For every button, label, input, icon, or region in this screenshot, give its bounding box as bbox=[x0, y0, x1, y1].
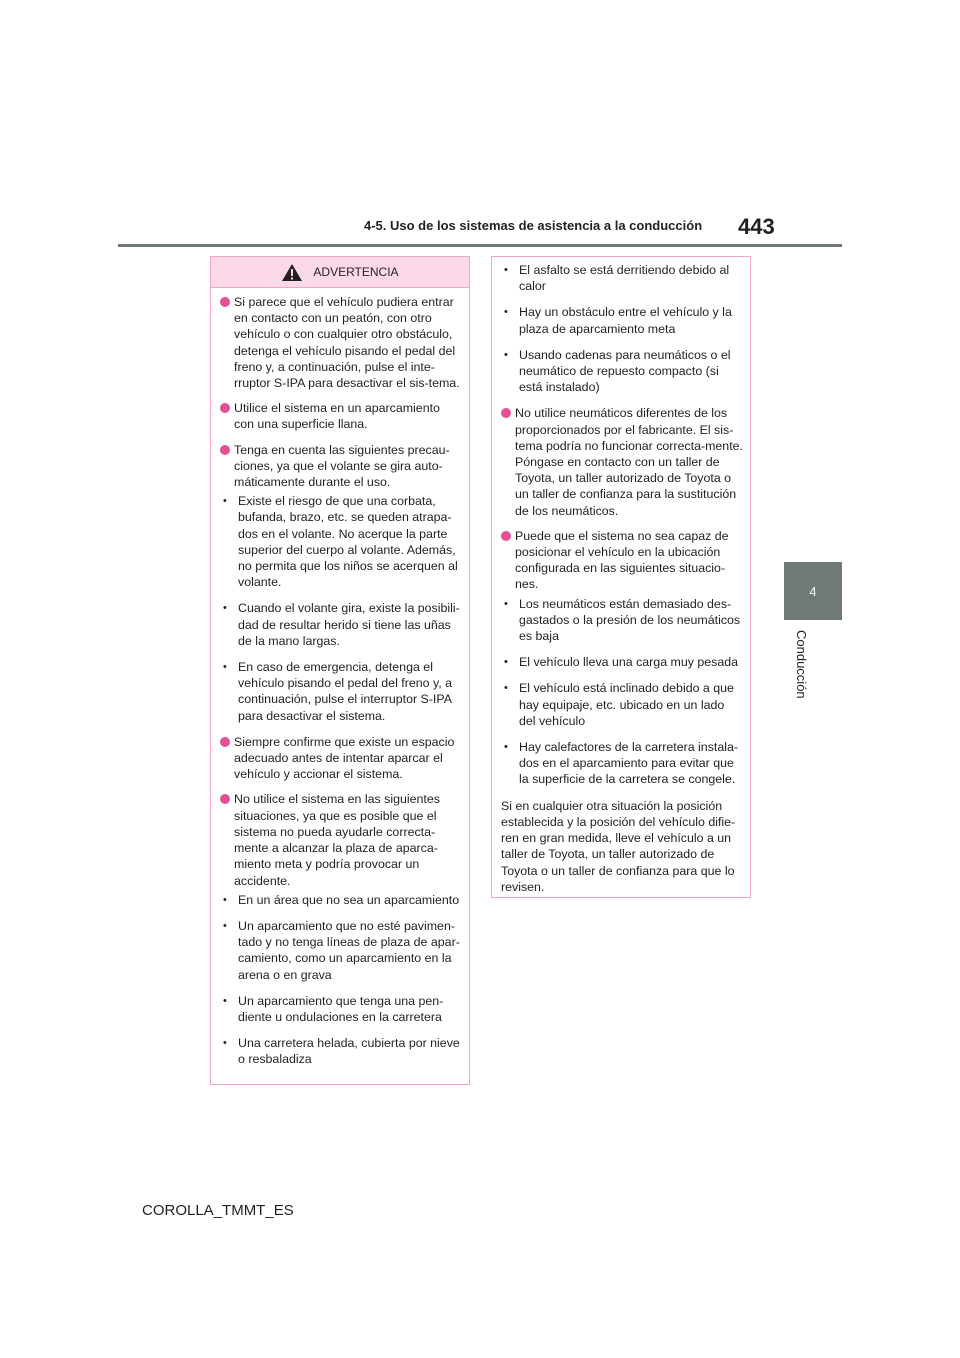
warning-subitem: • El vehículo lleva una carga muy pesada bbox=[501, 654, 744, 670]
header-divider bbox=[118, 244, 842, 247]
warning-subitem: • Hay calefactores de la carretera instala-dos en el aparcamiento para evitar que la superficie de la carretera se congele. bbox=[501, 739, 744, 788]
warning-item: No utilice el sistema en las siguientes situaciones, ya que es posible que el sistema no pueda ayudarle correcta-mente a alcanzar la plaza de aparca-miento meta y podría provocar un accidente. bbox=[220, 791, 463, 888]
warning-subitem: • Cuando el volante gira, existe la posibili-dad de resultar herido si tiene las uñas de la mano largas. bbox=[220, 600, 463, 649]
warning-box-left bbox=[210, 256, 470, 1085]
chapter-number: 4 bbox=[809, 583, 817, 599]
warning-subitem: • En caso de emergencia, detenga el vehículo pisando el pedal del freno y, a continuación, pulse el interruptor S-IPA para desactivar el sistema. bbox=[220, 659, 463, 724]
warning-triangle-icon bbox=[281, 263, 303, 282]
warning-item: Utilice el sistema en un aparcamiento con una superficie llana. bbox=[220, 400, 463, 432]
warning-header bbox=[211, 257, 469, 288]
warning-subitem: • El vehículo está inclinado debido a que hay equipaje, etc. ubicado en un lado del vehículo bbox=[501, 680, 744, 729]
warning-content-left bbox=[211, 288, 469, 1068]
warning-subitem: • El asfalto se está derritiendo debido al calor bbox=[501, 262, 744, 294]
warning-item: Tenga en cuenta las siguientes precau-ciones, ya que el volante se gira auto-máticamente durante el uso. bbox=[220, 442, 463, 491]
warning-box-right bbox=[491, 256, 751, 898]
warning-subitem: • Un aparcamiento que no esté pavimen-tado y no tenga líneas de plaza de apar-camiento, como un aparcamiento en la arena o en grava bbox=[220, 918, 463, 983]
warning-subitem: • Una carretera helada, cubierta por nieve o resbaladiza bbox=[220, 1035, 463, 1067]
warning-item: Puede que el sistema no sea capaz de posicionar el vehículo en la ubicación configurada en las siguientes situacio-nes. bbox=[501, 528, 744, 593]
warning-content-right bbox=[492, 257, 750, 895]
warning-item: Siempre confirme que existe un espacio adecuado antes de intentar aparcar el vehículo y accionar el sistema. bbox=[220, 734, 463, 783]
warning-subitem: • Los neumáticos están demasiado des-gastados o la presión de los neumáticos es baja bbox=[501, 596, 744, 645]
warning-subitem: • En un área que no sea un aparcamiento bbox=[220, 892, 463, 908]
warning-heading: ADVERTENCIA bbox=[313, 265, 399, 279]
warning-subitem: • Existe el riesgo de que una corbata, bufanda, brazo, etc. se queden atrapa-dos en el volante. No acerque la parte superior del cuerpo al volante. Además, no permita que los niños se acerquen al volante. bbox=[220, 493, 463, 590]
section-title: 4-5. Uso de los sistemas de asistencia a la conducción bbox=[364, 218, 703, 233]
chapter-tab bbox=[784, 562, 842, 620]
chapter-label: Conducción bbox=[794, 630, 809, 699]
page-number: 443 bbox=[738, 214, 775, 239]
warning-item: No utilice neumáticos diferentes de los proporcionados por el fabricante. El sis-tema podría no funcionar correcta-mente. Póngase en contacto con un taller de Toyota, un taller autorizado de Toyota o un taller de confianza para la sustitución de los neumáticos. bbox=[501, 405, 744, 518]
warning-subitem: • Usando cadenas para neumáticos o el neumático de repuesto compacto (si está instalado) bbox=[501, 347, 744, 396]
warning-paragraph: Si en cualquier otra situación la posición establecida y la posición del vehículo difie-ren en gran medida, lleve el vehículo a un taller de Toyota, un taller autorizado de Toyota o un taller de confianza para que lo revisen. bbox=[501, 798, 736, 894]
warning-item: Si parece que el vehículo pudiera entrar en contacto con un peatón, con otro vehículo o con cualquier otro obstáculo, detenga el vehículo pisando el pedal del freno y, a continuación, pulse el inte-rruptor S-IPA para desactivar el sis-tema. bbox=[220, 294, 463, 391]
warning-subitem: • Hay un obstáculo entre el vehículo y la plaza de aparcamiento meta bbox=[501, 304, 744, 336]
document-code: COROLLA_TMMT_ES bbox=[142, 1202, 294, 1219]
warning-subitem: • Un aparcamiento que tenga una pen-diente u ondulaciones en la carretera bbox=[220, 993, 463, 1025]
